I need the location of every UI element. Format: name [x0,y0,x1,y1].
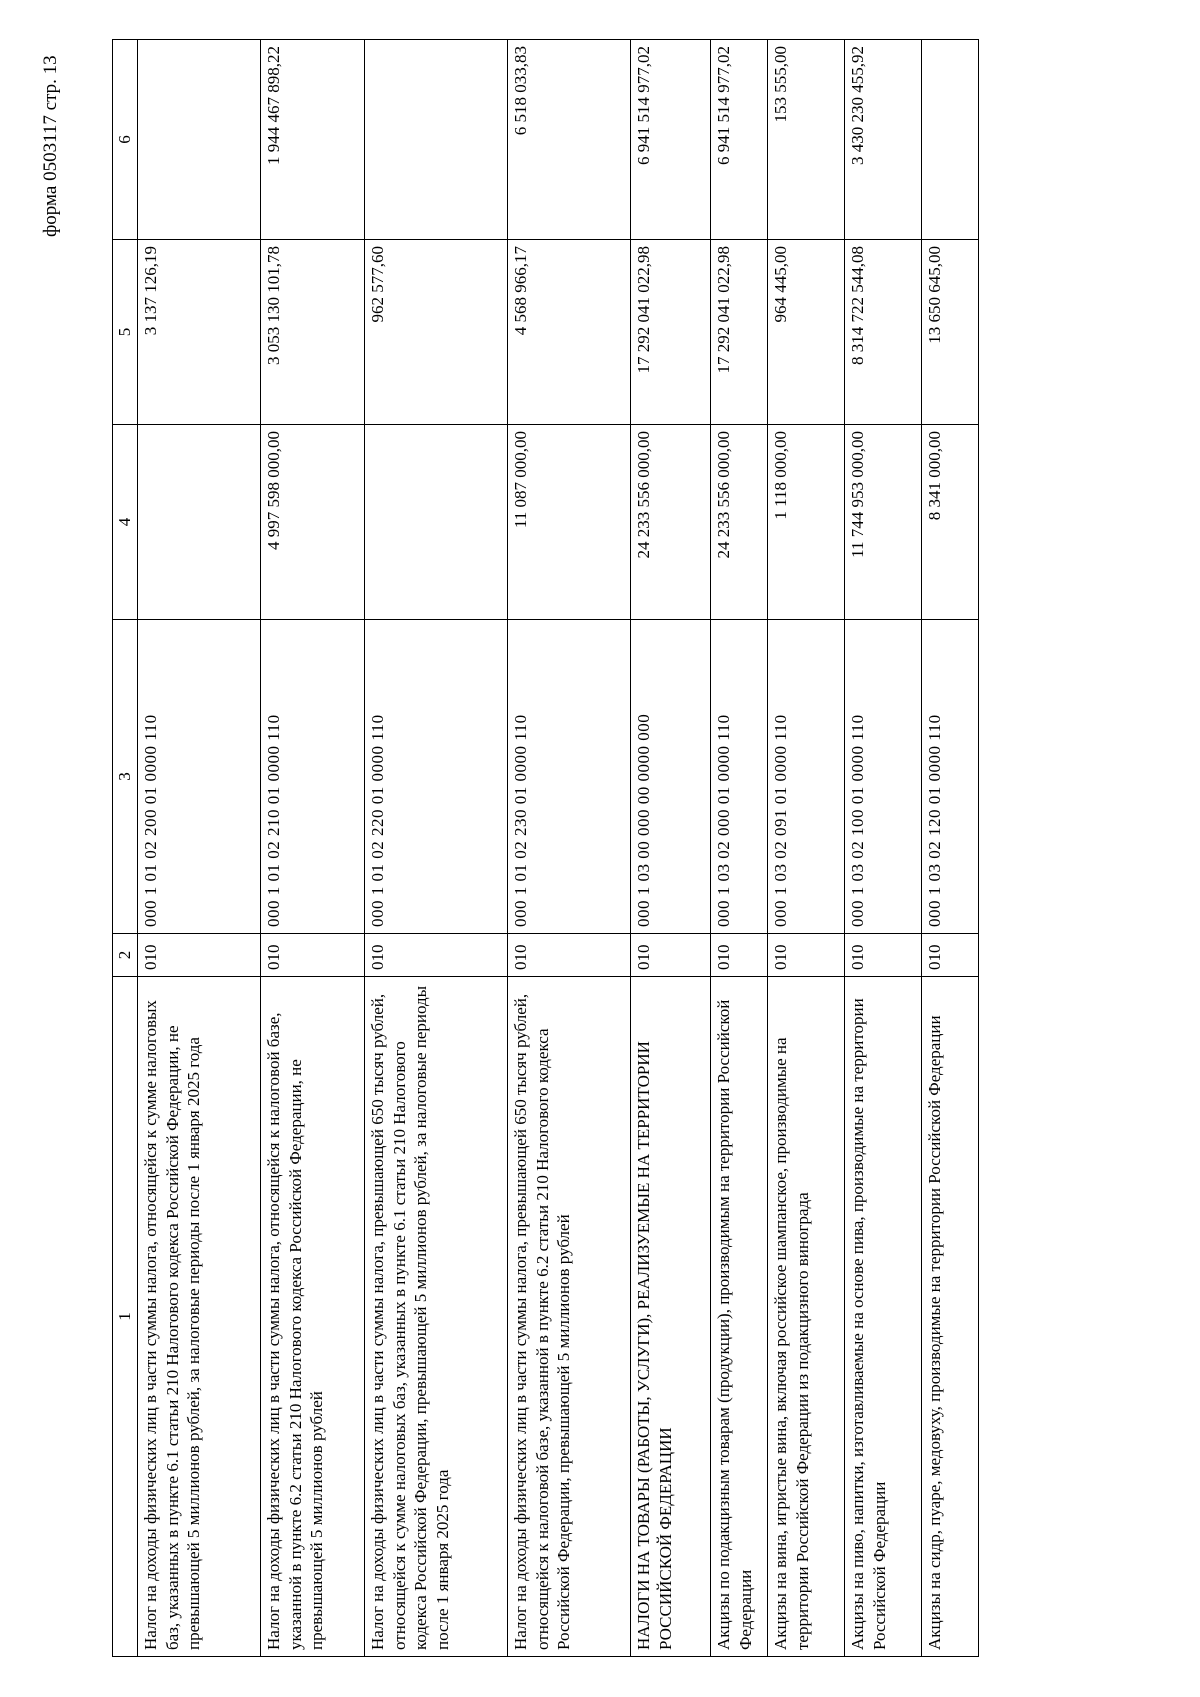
indicator-name: Акцизы на пиво, напитки, изготавливаемые на основе пива, производимые на территории Российской Федерации [844,977,921,1657]
row-code: 010 [921,934,978,977]
table-row [137,40,260,1657]
approved-amount: 24 233 556 000,00 [630,425,710,620]
table-row [630,40,710,1657]
budget-classification-code: 000 1 03 02 091 01 0000 110 [767,620,844,934]
budget-classification-code: 000 1 03 02 120 01 0000 110 [921,620,978,934]
executed-amount: 13 650 645,00 [921,240,978,425]
row-code: 010 [137,934,260,977]
column-header: 4 [113,425,138,620]
budget-execution-table [112,39,979,1657]
approved-amount [364,425,507,620]
column-header: 2 [113,934,138,977]
row-code: 010 [710,934,767,977]
budget-classification-code: 000 1 03 00 000 00 0000 000 [630,620,710,934]
indicator-name: Акцизы на сидр, пуаре, медовуху, производимые на территории Российской Федерации [921,977,978,1657]
row-code: 010 [844,934,921,977]
indicator-name: НАЛОГИ НА ТОВАРЫ (РАБОТЫ, УСЛУГИ), РЕАЛИЗУЕМЫЕ НА ТЕРРИТОРИИ РОССИЙСКОЙ ФЕДЕРАЦИИ [630,977,710,1657]
budget-classification-code: 000 1 03 02 000 01 0000 110 [710,620,767,934]
unexecuted-amount: 6 941 514 977,02 [630,40,710,240]
executed-amount: 8 314 722 544,08 [844,240,921,425]
table-row [844,40,921,1657]
indicator-name: Налог на доходы физических лиц в части суммы налога, превышающей 650 тысяч рублей, относящейся к сумме налоговых баз, указанных в пункте 6.1 статьи 210 Налогового кодекса Российской Федерации, превышающей 5 миллионов рублей, за налоговые периоды после 1 января 2025 года [364,977,507,1657]
approved-amount: 24 233 556 000,00 [710,425,767,620]
row-code: 010 [630,934,710,977]
executed-amount: 3 053 130 101,78 [260,240,364,425]
table-row [710,40,767,1657]
unexecuted-amount [921,40,978,240]
budget-classification-code: 000 1 01 02 230 01 0000 110 [507,620,630,934]
table-row [921,40,978,1657]
indicator-name: Акцизы по подакцизным товарам (продукции), производимым на территории Российской Федерации [710,977,767,1657]
executed-amount: 4 568 966,17 [507,240,630,425]
column-header: 6 [113,40,138,240]
approved-amount: 1 118 000,00 [767,425,844,620]
unexecuted-amount [364,40,507,240]
column-header: 1 [113,977,138,1657]
approved-amount [137,425,260,620]
row-code: 010 [507,934,630,977]
table-row [507,40,630,1657]
unexecuted-amount [137,40,260,240]
executed-amount: 17 292 041 022,98 [630,240,710,425]
budget-classification-code: 000 1 01 02 200 01 0000 110 [137,620,260,934]
unexecuted-amount: 6 941 514 977,02 [710,40,767,240]
indicator-name: Налог на доходы физических лиц в части суммы налога, превышающей 650 тысяч рублей, относящейся к налоговой базе, указанной в пункте 6.2 статьи 210 Налогового кодекса Российской Федерации, превышающей 5 миллионов рублей [507,977,630,1657]
indicator-name: Налог на доходы физических лиц в части суммы налога, относящейся к налоговой базе, указанной в пункте 6.2 статьи 210 Налогового кодекса Российской Федерации, не превышающей 5 миллионов рублей [260,977,364,1657]
column-header: 5 [113,240,138,425]
table-row [364,40,507,1657]
approved-amount: 4 997 598 000,00 [260,425,364,620]
form-page-label: форма 0503117 стр. 13 [40,55,61,237]
budget-classification-code: 000 1 03 02 100 01 0000 110 [844,620,921,934]
unexecuted-amount: 153 555,00 [767,40,844,240]
executed-amount: 3 137 126,19 [137,240,260,425]
column-header: 3 [113,620,138,934]
row-code: 010 [260,934,364,977]
budget-classification-code: 000 1 01 02 220 01 0000 110 [364,620,507,934]
table-row [767,40,844,1657]
row-code: 010 [767,934,844,977]
executed-amount: 17 292 041 022,98 [710,240,767,425]
column-number-row [113,40,138,1657]
executed-amount: 964 445,00 [767,240,844,425]
unexecuted-amount: 6 518 033,83 [507,40,630,240]
indicator-name: Акцизы на вина, игристые вина, включая российское шампанское, производимые на территории Российской Федерации из подакцизного винограда [767,977,844,1657]
row-code: 010 [364,934,507,977]
executed-amount: 962 577,60 [364,240,507,425]
indicator-name: Налог на доходы физических лиц в части суммы налога, относящейся к сумме налоговых баз, указанных в пункте 6.1 статьи 210 Налогового кодекса Российской Федерации, не превышающей 5 миллионов рублей, за налоговые периоды после 1 января 2025 года [137,977,260,1657]
budget-classification-code: 000 1 01 02 210 01 0000 110 [260,620,364,934]
table-row [260,40,364,1657]
approved-amount: 8 341 000,00 [921,425,978,620]
approved-amount: 11 744 953 000,00 [844,425,921,620]
unexecuted-amount: 3 430 230 455,92 [844,40,921,240]
unexecuted-amount: 1 944 467 898,22 [260,40,364,240]
approved-amount: 11 087 000,00 [507,425,630,620]
